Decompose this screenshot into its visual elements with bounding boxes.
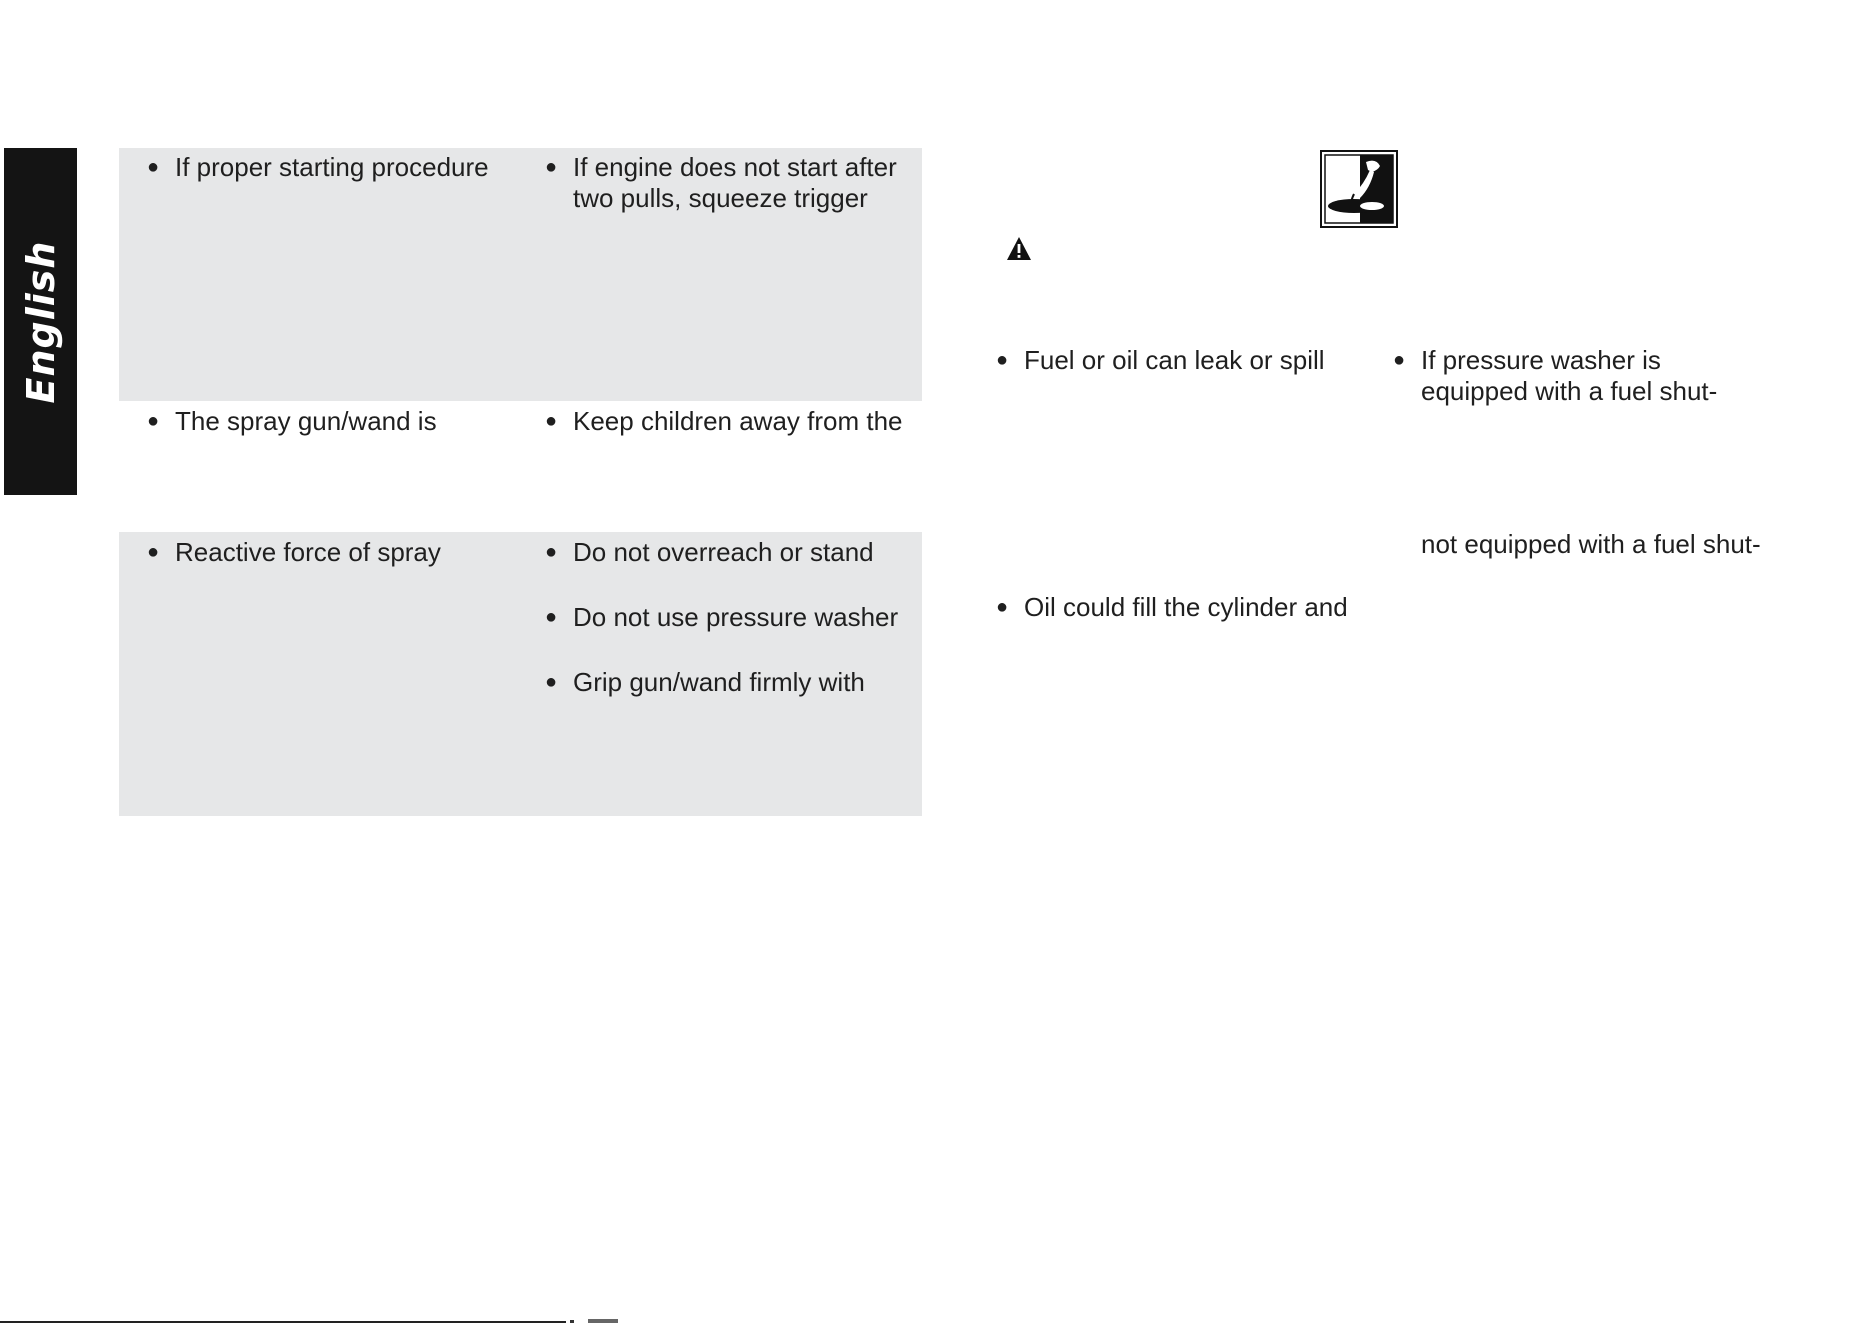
prevention-text: Do not overreach or stand xyxy=(573,537,874,567)
prevention-text-continued: two pulls, squeeze trigger xyxy=(573,183,868,213)
language-tab-label: English xyxy=(18,240,63,403)
bullet-icon: ● xyxy=(147,410,160,432)
bullet-icon: ● xyxy=(545,671,558,693)
warning-triangle-icon xyxy=(1006,236,1032,262)
language-tab xyxy=(4,148,77,495)
hazard-text: If proper starting procedure xyxy=(175,152,489,182)
hazard-text: Oil could fill the cylinder and xyxy=(1024,592,1348,622)
hazard-text: Reactive force of spray xyxy=(175,537,441,567)
prevention-text: Keep children away from the xyxy=(573,406,903,436)
bullet-icon: ● xyxy=(545,410,558,432)
hazard-text: The spray gun/wand is xyxy=(175,406,437,436)
prevention-text: If pressure washer is xyxy=(1421,345,1661,375)
bullet-icon: ● xyxy=(996,596,1009,618)
bullet-icon: ● xyxy=(1393,349,1406,371)
bullet-icon: ● xyxy=(147,541,160,563)
bullet-icon: ● xyxy=(545,606,558,628)
prevention-text-continued: equipped with a fuel shut- xyxy=(1421,376,1718,406)
prevention-text: Grip gun/wand firmly with xyxy=(573,667,865,697)
bullet-icon: ● xyxy=(545,156,558,178)
bullet-icon: ● xyxy=(545,541,558,563)
bullet-icon: ● xyxy=(996,349,1009,371)
prevention-text-continued: not equipped with a fuel shut- xyxy=(1421,529,1761,559)
bullet-icon: ● xyxy=(147,156,160,178)
prevention-text: If engine does not start after xyxy=(573,152,897,182)
footer-mark-icon xyxy=(570,1318,622,1323)
hazard-text: Fuel or oil can leak or spill xyxy=(1024,345,1325,375)
fuel-spill-icon xyxy=(1320,150,1398,228)
prevention-text: Do not use pressure washer xyxy=(573,602,899,632)
